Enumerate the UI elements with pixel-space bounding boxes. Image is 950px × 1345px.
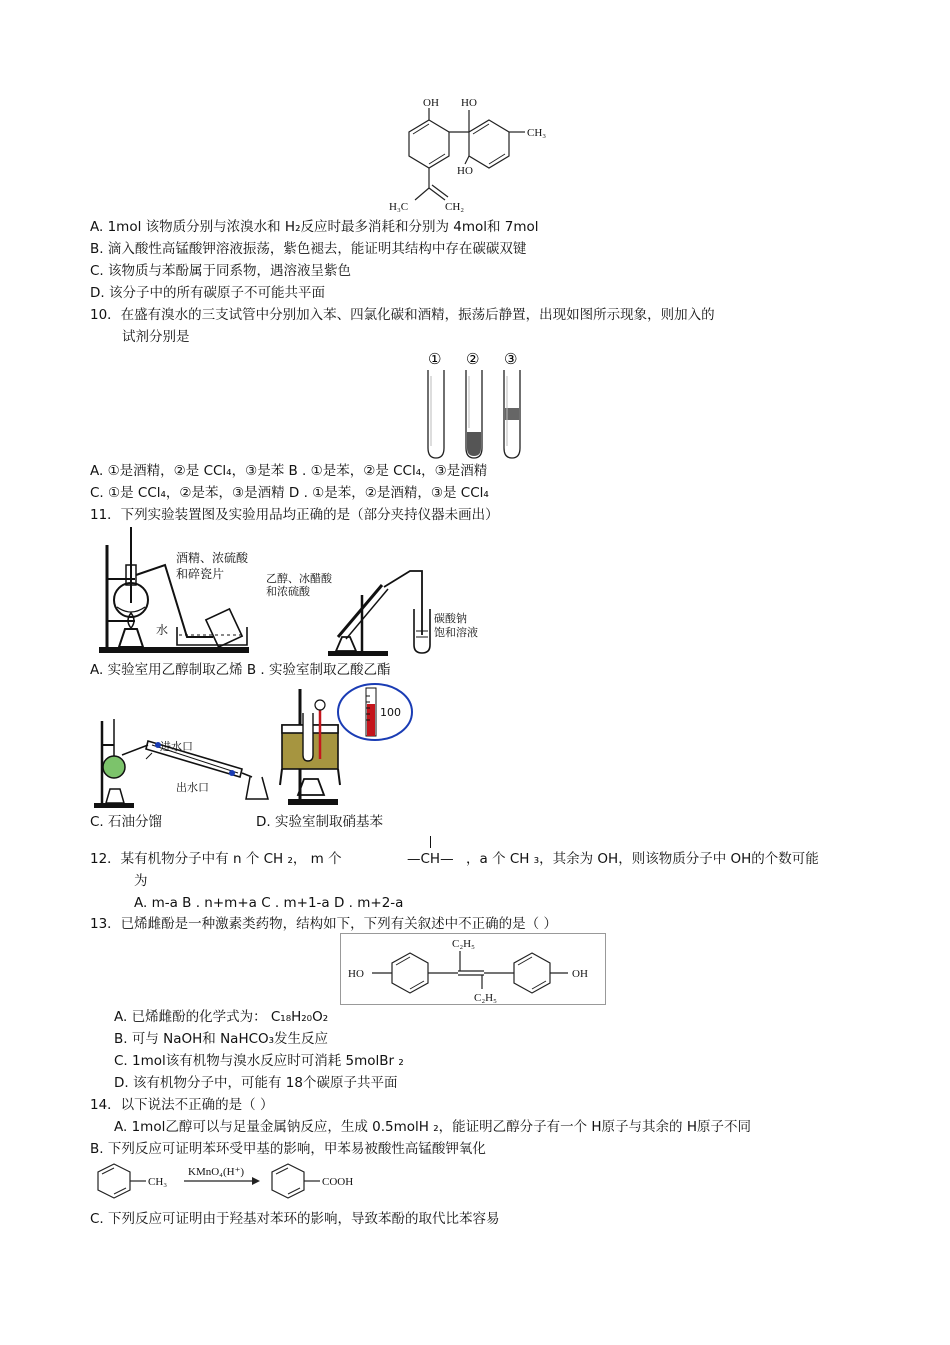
q9-option-b: B. 滴入酸性高锰酸钾溶液振荡，紫色褪去，能证明其结构中存在碳碳双键 [90,241,527,257]
q12-stem-part1: 12．某有机物分子中有 n 个 CH ₂， m 个 [90,851,342,867]
q11-fig-b-label2: 和浓硫酸 [266,585,310,598]
q10-test-tubes [418,348,538,463]
q11-fig-c-inlet: 进水口 [160,740,193,753]
q11-fig-a-label2: 和碎瓷片 [176,567,225,581]
q10-options-line2: C. ①是 CCl₄，②是苯，③是酒精 D . ①是苯，②是酒精，③是 CCl₄ [90,485,489,501]
q14-reagent-label: KMnO₄(H⁺) [188,1166,245,1178]
q11-option-c: C. 石油分馏 [90,814,163,830]
q12-options: A. m-a B . n+m+a C . m+1-a D . m+2-a [134,895,404,911]
q13-option-a: A. 已烯雌酚的化学式为： C₁₈H₂₀O₂ [114,1009,329,1025]
q14-ch3-label: CH₃ [148,1176,168,1188]
q9-ho-label-2: HO [457,165,473,177]
q13-stem: 13．已烯雌酚是一种激素类药物，结构如下，下列有关叙述中不正确的是（ ） [90,916,557,932]
q13-ethyl-bottom: C₂H₅ [474,992,497,1004]
q10-options-line1: A. ①是酒精，②是 CCl₄，③是苯 B . ①是苯，②是 CCl₄，③是酒精 [90,463,488,479]
q9-option-d: D. 该分子中的所有碳原子不可能共平面 [90,285,325,301]
q11-figure-a [95,525,265,660]
q12-stem-line2: 为 [134,873,148,889]
q12-stem-part2: ，a 个 CH ₃，其余为 OH，则该物质分子中 OH的个数可能 [466,851,819,867]
q9-option-a: A. 1mol 该物质分别与浓溴水和 H₂反应时最多消耗和分别为 4mol和 7mol [90,219,539,235]
q9-ch3-label: CH₃ [527,127,547,139]
q11-fig-d-therm-value: 100 [380,706,401,719]
q9-oh-label: OH [423,97,439,109]
q11-stem: 11．下列实验装置图及实验用品均正确的是（部分夹持仪器未画出） [90,507,499,523]
q13-structure [340,933,606,1005]
q9-option-c: C. 该物质与苯酚属于同系物，遇溶液呈紫色 [90,263,352,279]
q13-option-d: D. 该有机物分子中，可能有 18个碳原子共平面 [114,1075,398,1091]
q14-reaction [92,1158,372,1204]
q14-option-b: B. 下列反应可证明苯环受甲基的影响，甲苯易被酸性高锰酸钾氧化 [90,1141,486,1157]
q10-stem-line2: 试剂分别是 [122,329,190,345]
q9-h3c-label: H₃C [389,201,409,213]
q11-fig-c-outlet: 出水口 [176,781,209,794]
q13-ho-label: HO [348,968,364,980]
q9-ho-label: HO [461,97,477,109]
q11-fig-a-water: 水 [156,623,169,637]
q12-ch-tick [430,836,431,848]
tube-label-3: ③ [504,350,518,368]
q10-stem-line1: 10．在盛有溴水的三支试管中分别加入苯、四氯化碳和酒精，振荡后静置，出现如图所示现象，则加入的 [90,307,715,323]
q11-fig-a-label1: 酒精、浓硫酸 [176,551,249,565]
q14-stem: 14．以下说法不正确的是（ ） [90,1097,274,1113]
q13-ethyl-top: C₂H₅ [452,938,475,950]
q14-option-a: A. 1mol乙醇可以与足量金属钠反应，生成 0.5molH ₂，能证明乙醇分子有一个 H原子与其余的 H原子不同 [114,1119,751,1135]
q11-fig-d-thermometer-zoom [336,682,414,742]
q11-fig-b-label4: 饱和溶液 [434,626,478,639]
tube-label-2: ② [466,350,480,368]
q11-fig-b-label1: 乙醇、冰醋酸 [266,572,332,585]
q13-option-b: B. 可与 NaOH和 NaHCO₃发生反应 [114,1031,329,1047]
q11-fig-b-label3: 碳酸钠 [434,612,467,625]
q11-options-ab: A. 实验室用乙醇制取乙烯 B . 实验室制取乙酸乙酯 [90,662,391,678]
q11-figure-c [92,715,272,810]
q14-cooh-label: COOH [322,1176,354,1188]
q12-ch-group: —CH— [407,851,454,867]
q11-option-d: D. 实验室制取硝基苯 [256,814,383,830]
q9-ch2-label: CH₂ [445,201,465,213]
q13-oh-label: OH [572,968,588,980]
tube-label-1: ① [428,350,442,368]
q14-option-c: C. 下列反应可证明由于羟基对苯环的影响，导致苯酚的取代比苯容易 [90,1211,500,1227]
q13-option-c: C. 1mol该有机物与溴水反应时可消耗 5molBr ₂ [114,1053,404,1069]
q9-structure [385,92,570,217]
